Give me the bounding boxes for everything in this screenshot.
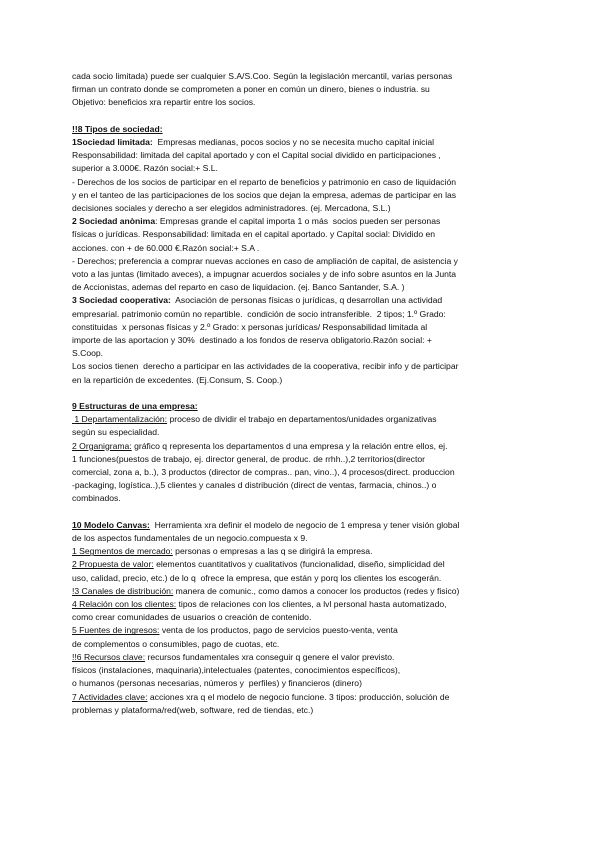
text-line: acciones. con + de 60.000 €.Razón social:+ S.A . (72, 242, 260, 253)
text-line: gráfico q representa los departamentos d una empresa y la relación entre ellos, ej. (131, 440, 448, 451)
text-line: proceso de dividir el trabajo en departamentos/unidades organizativas (167, 414, 437, 425)
text-line: acciones xra q el modelo de negocio funcione. 3 tipos: producción, solución de (147, 691, 450, 702)
section-heading: 9 Estructuras de una empresa: (72, 401, 198, 412)
text-line: de Accionistas, ademas del reparto en caso de liquidacion. (ej. Banco Santander, S.A. ) (72, 282, 405, 293)
text-line: uso, calidad, precio, etc.) de lo q ofrece la empresa, que están y porq los clientes los escogerán. (72, 572, 442, 583)
section-types-of-company (72, 123, 532, 387)
text-line: comercial, zona a, b..), 3 productos (director de compras.. pan, vino..), 4 procesos(direct. produccion (72, 467, 455, 478)
text-line: -packaging, logística..),5 clientes y canales d distribución (direct de ventas, farmacia, chinos..) o (72, 480, 437, 491)
text-line: físicos (instalaciones, maquinaria),intelectuales (patentes, conocimientos específicos), (72, 665, 401, 676)
text-line: tipos de relaciones con los clientes, a lvl personal hasta automatizado, (176, 599, 447, 610)
term-title: 4 Relación con los clientes: (72, 599, 177, 610)
text-line: o humanos (personas necesarias, números y perfiles) y financieros (dinero) (72, 678, 362, 689)
term-title: 3 Sociedad cooperativa: (72, 295, 171, 306)
text-line: físicas o jurídicas. Responsabilidad: limitada en el capital aportado. y Capital social: Dividido en (72, 229, 436, 240)
term-title: 2 Organigrama: (72, 440, 132, 451)
text-line: firman un contrato donde se comprometen a poner en común un dinero, bienes o industria. su (72, 84, 430, 95)
term-title: 2 Sociedad anònima (72, 216, 156, 227)
term-title: 1Sociedad limitada: (72, 137, 153, 147)
text-line: recursos fundamentales xra conseguir q genere el valor previsto. (145, 651, 395, 662)
text-line: de los aspectos fundamentales de un negocio.compuesta x 9. (72, 533, 308, 544)
text-line: - Derechos de los socios de participar en el reparto de beneficios y patrimonio en caso de liquidación (72, 176, 457, 187)
text-line: y en el tanteo de las participaciones de los socios que dejan la empresa, ademas de participar en las (72, 189, 457, 200)
term-title: 5 Fuentes de ingresos: (72, 625, 160, 636)
term-title: !!6 Recursos clave: (72, 651, 146, 662)
text-line: en la repartición de excedentes. (Ej.Consum, S. Coop.) (72, 374, 283, 385)
text-line: Herramienta xra definir el modelo de negocio de 1 empresa y tener visión global (149, 519, 460, 530)
term-title: 1 Departamentalización: (72, 414, 168, 425)
term-title: !3 Canales de distribución: (72, 585, 174, 596)
document-page (72, 70, 532, 717)
section-canvas-model (72, 519, 532, 717)
text-line: de complementos o consumibles, pago de cuotas, etc. (72, 638, 280, 649)
text-line: combinados. (72, 493, 121, 504)
text-line: S.Coop. (72, 348, 104, 359)
term-title: 2 Propuesta de valor: (72, 559, 154, 570)
text-line: problemas y plataforma/red(web, software, red de tiendas, etc.) (72, 704, 314, 715)
section-heading: 10 Modelo Canvas: (72, 519, 150, 530)
text-line: empresarial. patrimonio común no repartible. condición de socio intransferible. 2 tipos; 1.º Grado: (72, 308, 446, 319)
text-line: importe de las aportacion y 30% destinado a los fondos de reserva obligatorio.Razón social: + (72, 335, 432, 346)
text-line: voto a las juntas (limitado aveces), a impugnar acuerdos sociales y de info sobre asuntos en la Junta (72, 269, 457, 280)
text-line: Asociación de personas físicas o jurídicas, q desarrollan una actividad (170, 295, 443, 306)
section-company-structures (72, 400, 532, 506)
text-line: personas o empresas a las q se dirigirá la empresa. (172, 546, 373, 557)
text-line: superior a 3.000€. Razón social:+ S.L. (72, 163, 218, 174)
text-line: según su especialidad. (72, 427, 160, 438)
section-heading: !!8 Tipos de sociedad: (72, 123, 163, 134)
text-line: constituidas x personas físicas y 2.º Grado: x personas jurídicas/ Responsabilidad limitada al (72, 321, 428, 332)
text-line: : Empresas grande el capital importa 1 o más socios pueden ser personas (155, 216, 441, 227)
intro-paragraph (72, 70, 532, 110)
text-line: - Derechos; preferencia a comprar nuevas acciones en caso de ampliación de capital, de asistencia y (72, 255, 458, 266)
text-line: cada socio limitada) puede ser cualquier S.A/S.Coo. Según la legislación mercantil, varias personas (72, 71, 453, 81)
term-title: 1 Segmentos de mercado: (72, 546, 173, 557)
term-title: 7 Actividades clave: (72, 691, 148, 702)
text-line: Objetivo: beneficios xra repartir entre los socios. (72, 97, 256, 108)
text-line: 1 funciones(puestos de trabajo, ej. director general, de produc. de rrhh..),2 territorios(director (72, 453, 426, 464)
text-line: Los socios tienen derecho a participar en las actividades de la cooperativa, recibir info y de participar (72, 361, 459, 372)
text-line: Empresas medianas, pocos socios y no se necesita mucho capital inicial (152, 137, 435, 147)
text-line: venta de los productos, pago de servicios puesto-venta, venta (159, 625, 398, 636)
text-line: decisiones sociales y derecho a ser elegidos administradores. (ej. Mercadona, S.L.) (72, 203, 391, 214)
text-line: Responsabilidad: limitada del capital aportado y con el Capital social dividido en participaciones , (72, 150, 441, 161)
text-line: como crear comunidades de usuarios o creación de contenido. (72, 612, 312, 623)
text-line: elementos cuantitativos y cualitativos (funcionalidad, diseño, simplicidad del (153, 559, 445, 570)
text-line: manera de comunic., como damos a conocer los productos (redes y fisico) (173, 585, 460, 596)
